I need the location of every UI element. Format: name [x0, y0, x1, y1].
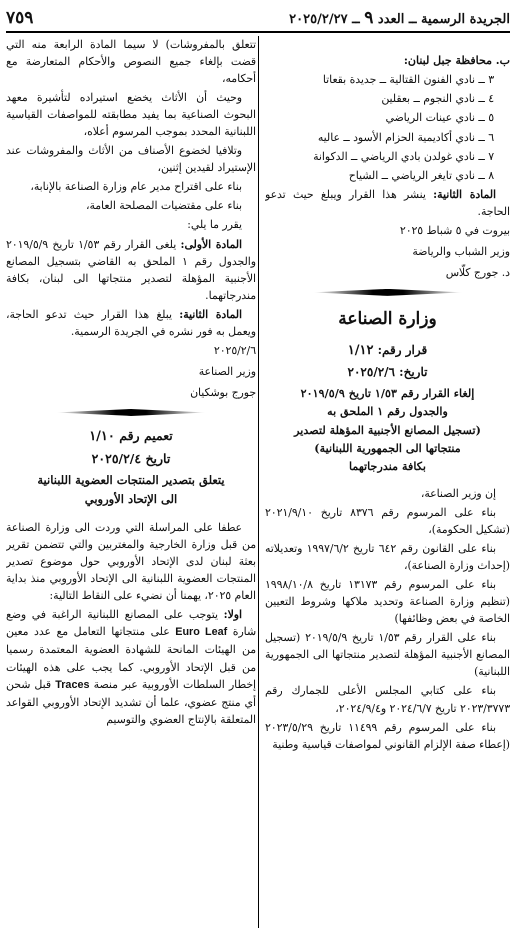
article-text: ينشر هذا القرار ويبلغ حيث تدعو الحاجة.: [265, 187, 510, 218]
traces-term: Traces: [55, 678, 90, 691]
decision-opening: إن وزير الصناعة،: [420, 486, 496, 500]
article-text: يلغى القرار رقم ١/٥٣ تاريخ ٢٠١٩/٥/٩ والجدول رقم ١ الملحق به القاضي بتسجيل المصانع الأجنبية المؤهلة لتصدير منتجاتها الى لبنان، بكافة مندرجاتهما.: [6, 237, 256, 302]
article-label: المادة الأولى:: [180, 237, 242, 251]
whereas-paragraph: وحيث أن الأثاث يخضع استيراده لتأشيرة معهد البحوث الصناعية بما يفيد مطابقته للمواصفات القياسية اللبنانية المحدد بموجب المرسوم أعلاه،: [6, 91, 256, 139]
continuation-paragraph: تتعلق بالمفروشات) لا سيما المادة الرابعة منه التي قضت بإلغاء جميع النصوص والأحكام المتعارضة مع أحكامه،: [6, 38, 256, 86]
article-label: المادة الثانية:: [179, 307, 242, 321]
signature-block-industry: [6, 342, 256, 401]
section-separator: [313, 289, 463, 296]
consideration: بناء على القرار رقم ١/٥٣ تاريخ ٢٠١٩/٥/٩ (تسجيل المصانع الأجنبية المؤهلة لتصدير منتجاتها الى الجمهورية اللبنانية): [265, 631, 510, 679]
circular-intro: عطفا على المراسلة التي وردت الى وزارة الصناعة من قبل وزارة الخارجية والمغتربين والتي تتضمن تقرير بعثة لبنان لدى الإتحاد الأوروبي حول موضوع تصدير المنتجات العضوية اللبنانية الى الإتحاد الأوروبي منذ بداية العام ٢٠٢٥، يهمنا أن نضيء على النقاط التالية:: [6, 521, 256, 603]
header-rule: [6, 31, 510, 33]
header-title-group: [289, 8, 510, 28]
whereas-paragraph: وتلافيا لخضوع الأصناف من الأثاث والمفروشات عند الإستيراد لقيدين إثنين،: [6, 144, 256, 175]
point-text: يتوجب على المصانع اللبنانية الراغبة في وضع شارة: [6, 608, 256, 639]
decision-title-line: منتجاتها الى الجمهورية اللبنانية): [314, 440, 461, 455]
consideration: بناء على المرسوم رقم ١٣١٧٣ تاريخ ١٩٩٨/١٠/٨ (تنظيم وزارة الصناعة وتحديد ملاكها وشروط التعيين الخاصة في بعض وظائفها): [265, 578, 510, 626]
consideration: بناء على اقتراح مدير عام وزارة الصناعة بالإنابة،: [30, 180, 242, 194]
decision-date: تاريخ: ٢٠٢٥/٢/٦: [347, 365, 428, 380]
header-title: الجريدة الرسمية ــ العدد: [377, 12, 510, 27]
club-item: ٥ ــ نادي عينات الرياضي: [385, 111, 494, 125]
article-2-sports: [265, 186, 510, 220]
section-separator: [56, 409, 206, 416]
governorate-heading: ب. محافظة جبل لبنان:: [403, 54, 510, 67]
header-date: ــ ٢٠٢٥/٢/٢٧: [289, 12, 360, 27]
signature-block-sports: [265, 222, 510, 281]
point-text: على منتجاتها التعامل مع عدد معين من الهيئات المانحة للشهادة العضوية المعتمدة رسميا من قبل الإتحاد الأوروبي. كما يجب على هذه الهيئات إخطار السلطات الأوروبية عبر منصة: [6, 625, 256, 691]
decision-title-line: والجدول رقم ١ الملحق به: [327, 404, 448, 419]
page-number: ٧٥٩: [6, 8, 34, 28]
circular-number-line: [6, 426, 256, 448]
decision-title-line: (تسجيل المصانع الأجنبية المؤهلة لتصدير: [294, 422, 481, 437]
signature-line: بيروت في ٥ شباط ٢٠٢٥: [399, 223, 510, 237]
article-2-industry: [6, 306, 256, 340]
consideration: بناء على مقتضيات المصلحة العامة،: [85, 199, 242, 213]
decision-title-line: إلغاء القرار رقم ١/٥٣ تاريخ ٢٠١٩/٥/٩: [300, 386, 475, 401]
club-item: ٧ ــ نادي غولدن بادي الرياضي ــ الدكوانة: [313, 149, 494, 163]
decision-number-line: [265, 341, 510, 362]
circular-title-line: الى الإتحاد الأوروبي: [84, 492, 178, 507]
signature-line: جورج بوشكيان: [190, 385, 256, 399]
article-label: المادة الثانية:: [433, 187, 496, 201]
decision-title: [265, 384, 510, 475]
page-header: [6, 6, 510, 30]
article-1-industry: [6, 236, 256, 304]
club-item: ٨ ــ نادي تايغر الرياضي ــ الشياح: [348, 168, 494, 182]
point-text: قبل شحن أي منتج عضوي، علما أن تشديد الإتحاد الأوروبي القواعد المتعلقة بالإنتاج العضوي والتوسيم: [6, 677, 256, 726]
right-column: [265, 36, 510, 928]
circular-label: تعميم رقم: [119, 427, 173, 443]
signature-line: ٢٠٢٥/٢/٦: [213, 343, 256, 357]
header-issue: ٩: [364, 8, 374, 28]
consideration: بناء على المرسوم رقم ٨٣٧٦ تاريخ ٢٠٢١/٩/١٠ (تشكيل الحكومة)،: [265, 505, 510, 537]
club-item: ٤ ــ نادي النجوم ــ بعقلين: [381, 92, 494, 106]
circular-title: [6, 471, 256, 509]
club-item: ٣ ــ نادي الفنون القتالية ــ جديدة بقعاتا: [322, 73, 494, 87]
consideration: بناء على المرسوم رقم ١١٤٩٩ تاريخ ٢٠٢٣/٥/٢٩ (إعطاء صفة الإلزام القانوني لمواصفات قياسية وطنية: [265, 720, 510, 751]
article-text: يبلغ هذا القرار حيث تدعو الحاجة، ويعمل به فور نشره في الجريدة الرسمية.: [6, 307, 256, 338]
consideration: بناء على كتابي المجلس الأعلى للجمارك رقم ٢٠٢٣/٣٧٧٣ تاريخ ٢٠٢٤/٦/٧ و٢٠٢٤/٩/٤،: [265, 684, 510, 715]
decision-label: قرار رقم:: [377, 342, 428, 357]
ministry-title: وزارة الصناعة: [338, 308, 437, 329]
circular-number: ١/١٠: [89, 428, 115, 444]
point-label: اولا:: [223, 608, 242, 622]
euro-leaf-term: Euro Leaf: [175, 626, 228, 639]
signature-line: د. جورج كلّاس: [445, 265, 510, 279]
decision-number: ١/١٢: [347, 342, 374, 358]
decides-line: يقرر ما يلي:: [187, 218, 242, 232]
signature-line: وزير الصناعة: [198, 364, 256, 378]
circular-date: تاريخ ٢٠٢٥/٢/٤: [91, 451, 171, 467]
circular-point-1: [6, 606, 256, 727]
column-divider: [258, 36, 259, 928]
decision-title-line: بكافة مندرجاتهما: [348, 458, 427, 473]
signature-line: وزير الشباب والرياضة: [412, 244, 510, 258]
left-column: [6, 36, 256, 928]
circular-title-line: يتعلق بتصدير المنتجات العضوية اللبنانية: [37, 473, 225, 488]
consideration: بناء على القانون رقم ٦٤٢ تاريخ ١٩٩٧/٦/٢ وتعديلاته (إحداث وزارة الصناعة)،: [265, 542, 510, 573]
club-item: ٦ ــ نادي أكاديمية الحزام الأسود ــ عاليه: [317, 130, 494, 144]
